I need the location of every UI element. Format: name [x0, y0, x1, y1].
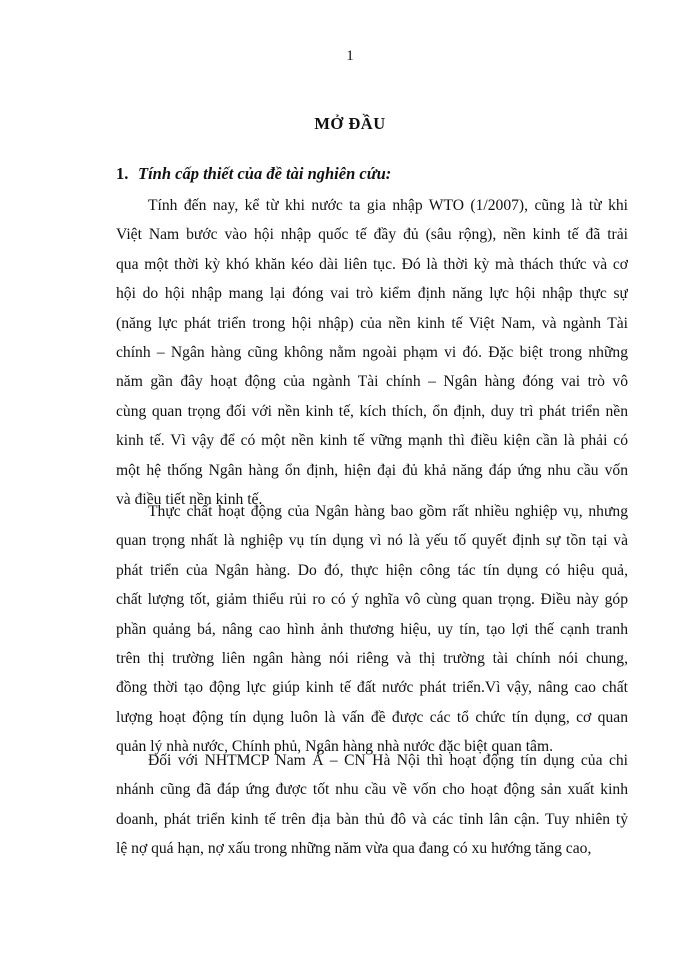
paragraph-line: Tính đến nay, kể từ khi nước ta gia nhập WTO (1/2007), cũng là từ khi — [148, 197, 628, 214]
paragraph-line: Việt Nam bước vào hội nhập quốc tế đầy đủ (sâu rộng), nền kinh tế đã trải — [116, 226, 628, 244]
paragraph-line: cùng quan trọng đối với nền kinh tế, kích thích, ổn định, duy trì phát triển nền — [116, 402, 628, 420]
paragraph-line: đồng thời tạo động lực giúp kinh tế đất nước phát triển.Vì vậy, nâng cao chất — [116, 679, 628, 697]
paragraph-line: quản lý nhà nước, Chính phủ, Ngân hàng nhà nước đặc biệt quan tâm. — [116, 738, 553, 756]
paragraph-line: trên thị trường liên ngân hàng nói riêng và thị trường tài chính nói chung, — [116, 650, 628, 668]
paragraph-line: Đối với NHTMCP Nam Á – CN Hà Nội thì hoạt động tín dụng của chi — [148, 752, 628, 769]
paragraph-line: chất lượng tốt, giảm thiểu rủi ro có ý nghĩa vô cùng quan trọng. Điều này góp — [116, 591, 628, 609]
paragraph-line: một hệ thống Ngân hàng ổn định, hiện đại đủ khả năng đáp ứng nhu cầu vốn — [116, 461, 628, 479]
page-number: 1 — [346, 48, 354, 64]
paragraph-line: Thực chất hoạt động của Ngân hàng bao gồm rất nhiều nghiệp vụ, nhưng — [148, 503, 628, 520]
section-heading — [116, 164, 391, 184]
paragraph-line: qua một thời kỳ khó khăn kéo dài liên tục. Đó là thời kỳ mà thách thức và cơ — [116, 255, 628, 273]
paragraph — [116, 746, 628, 864]
paragraph-line: kinh tế. Vì vậy để có một nền kinh tế vững mạnh thì điều kiện cần là phải có — [116, 432, 628, 450]
paragraph-line: phần quảng bá, nâng cao hình ảnh thương hiệu, uy tín, tạo lợi thế cạnh tranh — [116, 620, 628, 638]
document-title: MỞ ĐẦU — [314, 114, 386, 133]
section-number: 1. — [116, 164, 129, 183]
paragraph-line: chính – Ngân hàng cũng không nằm ngoài phạm vi đó. Đặc biệt trong những — [116, 344, 628, 362]
paragraph-line: (năng lực phát triển trong hội nhập) của nền kinh tế Việt Nam, và ngành Tài — [116, 314, 628, 332]
paragraph-line: lượng hoạt động tín dụng luôn là vấn đề được các tổ chức tín dụng, cơ quan — [116, 708, 628, 726]
paragraph-line: hội do hội nhập mang lại đóng vai trò kiểm định năng lực hội nhập thực sự — [116, 285, 628, 303]
paragraph-line: lệ nợ quá hạn, nợ xấu trong những năm vừa qua đang có xu hướng tăng cao, — [116, 840, 592, 858]
paragraph-line: nhánh cũng đã đáp ứng được tốt nhu cầu về vốn cho hoạt động sản xuất kinh — [116, 781, 628, 799]
section-heading-text: Tính cấp thiết của đề tài nghiên cứu: — [138, 164, 392, 183]
paragraph-line: năm gần đây hoạt động của ngành Tài chính – Ngân hàng đóng vai trò vô — [116, 373, 628, 391]
paragraph-line: phát triển của Ngân hàng. Do đó, thực hiện công tác tín dụng có hiệu quả, — [116, 561, 628, 579]
paragraph-line: doanh, phát triển kinh tế trên địa bàn thủ đô và các tỉnh lân cận. Tuy nhiên tỷ — [116, 810, 628, 828]
paragraph-line: và điều tiết nền kinh tế. — [116, 491, 263, 509]
paragraph — [116, 497, 628, 762]
paragraph-line: quan trọng nhất là nghiệp vụ tín dụng vì nó là yếu tố quyết định sự tồn tại và — [116, 532, 628, 550]
paragraph — [116, 191, 628, 514]
